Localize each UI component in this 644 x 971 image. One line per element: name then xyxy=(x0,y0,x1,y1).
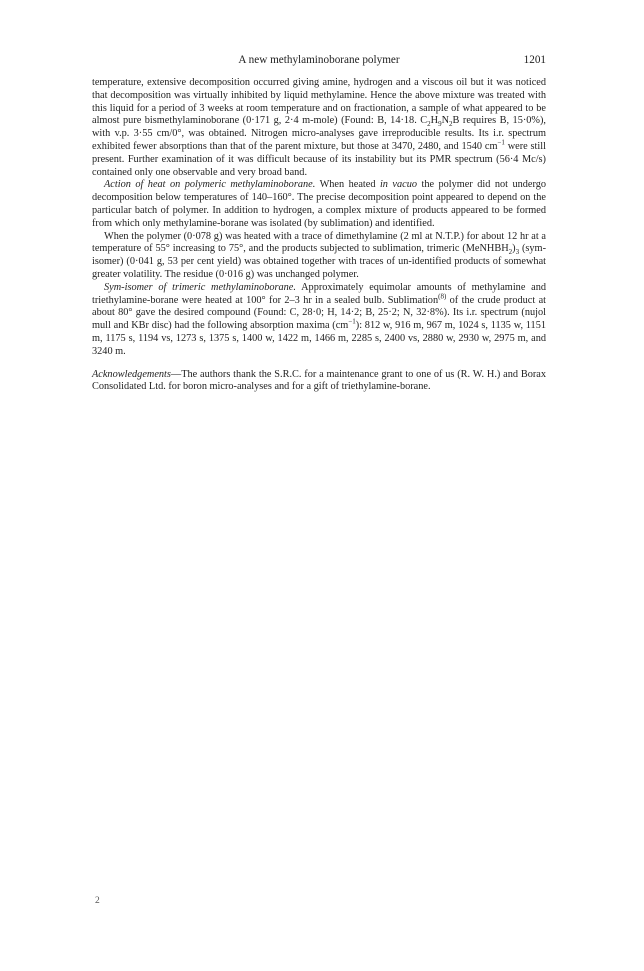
subscript: 2 xyxy=(508,248,513,257)
subscript: 3 xyxy=(515,248,520,257)
paragraph-acknowledgements xyxy=(92,369,546,395)
text-run: were still present. Further examination of it was difficult because of its instability but its PMR spectrum (56·4 Mc/s) contained only one observable and very broad band. xyxy=(92,140,546,178)
text-run: —The authors thank the S.R.C. for a maintenance grant to one of us (R. W. H.) and Borax Consolidated Ltd. for boron micro-analyses and for a gift of triethylamine-borane. xyxy=(92,368,546,393)
text-run: H xyxy=(430,115,439,127)
article-title: A new methylaminoborane polymer xyxy=(238,54,400,66)
page-number: 1201 xyxy=(523,54,546,66)
superscript: −1 xyxy=(497,138,505,147)
article-body xyxy=(92,77,546,394)
text-run: N xyxy=(441,115,450,127)
paragraph-action-of-heat xyxy=(92,179,546,230)
section-heading: Action of heat on polymeric methylaminoborane. xyxy=(104,179,316,191)
text-run: ): 812 w, 916 m, 967 m, 1024 s, 1135 w, 1151 m, 1175 s, 1194 vs, 1273 s, 1375 s, 1400 w, 1422 m, 1466 m, 2285 s, 2400 vs, 2880 w, 2930 w, 2975 m, and 3240 m. xyxy=(92,320,546,357)
section-heading: Sym-isomer of trimeric methylaminoborane. xyxy=(104,281,296,293)
text-run: Approximately equimolar amounts of methylamine and triethylamine-borane were heated at 100° for 2–3 hr in a sealed bulb. Sublimation xyxy=(92,281,546,306)
paragraph-sym-isomer xyxy=(92,282,546,359)
subscript: 2 xyxy=(427,120,431,129)
text-run: of the crude product at about 80° gave the desired compound (Found: C, 28·0; H, 14·2; B, 25·2; N, 32·8%). Its i.r. spectrum (nujol mull and KBr disc) had the following absorption maxima (cm xyxy=(92,294,546,332)
superscript: −1 xyxy=(348,317,356,326)
italic-term: in vacuo xyxy=(379,179,417,191)
text-run: B requires B, 15·0%), with v.p. 3·55 cm/0°, was obtained. Nitrogen micro-analyses gave irreproducible results. Its i.r. spectrum exhibited fewer absorptions than that of the parent mixture, but those at 3470, 2480, and 1540 cm xyxy=(92,115,547,152)
acknowledgements-heading: Acknowledgements xyxy=(92,368,171,380)
subscript: 2 xyxy=(449,120,453,129)
paragraph-bismethylaminoborane xyxy=(92,77,546,179)
text-run: temperature, extensive decomposition occurred giving amine, hydrogen and a viscous oil but it was noticed that decomposition was virtually inhibited by liquid methylamine. Hence the above mixture was treated with this liquid for a period of 3 weeks at room temperature and on fractionation, a sample of what appeared to be almost pure bismethylaminoborane (0·171 g, 2·4 m-mole) (Found: B, 14·18. C xyxy=(92,77,546,127)
text-run: When the polymer (0·078 g) was heated with a trace of dimethylamine (2 ml at N.T.P.) for about 12 hr at a temperature of 55° increasing to 75°, and the products subjected to sublimation, trimeric (MeNHBH xyxy=(92,230,546,255)
paragraph-dimethylamine-heating xyxy=(92,231,546,282)
reference-superscript: (8) xyxy=(438,292,447,301)
subscript: 9 xyxy=(438,120,442,129)
text-run: ) xyxy=(512,243,516,255)
text-run: (sym-isomer) (0·041 g, 53 per cent yield) was obtained together with traces of un-identified products of somewhat greater volatility. The residue (0·016 g) was unchanged polymer. xyxy=(92,243,546,280)
footer-mark: 2 xyxy=(95,896,100,906)
text-run: the polymer did not undergo decomposition below temperatures of 140–160°. The precise decomposition point appeared to depend on the particular batch of polymer. In addition to hydrogen, a complex mixture of products appeared to be formed from which only methylamine-borane was isolated (by sublimation) and identified. xyxy=(92,179,547,229)
text-run: When heated xyxy=(315,179,380,191)
